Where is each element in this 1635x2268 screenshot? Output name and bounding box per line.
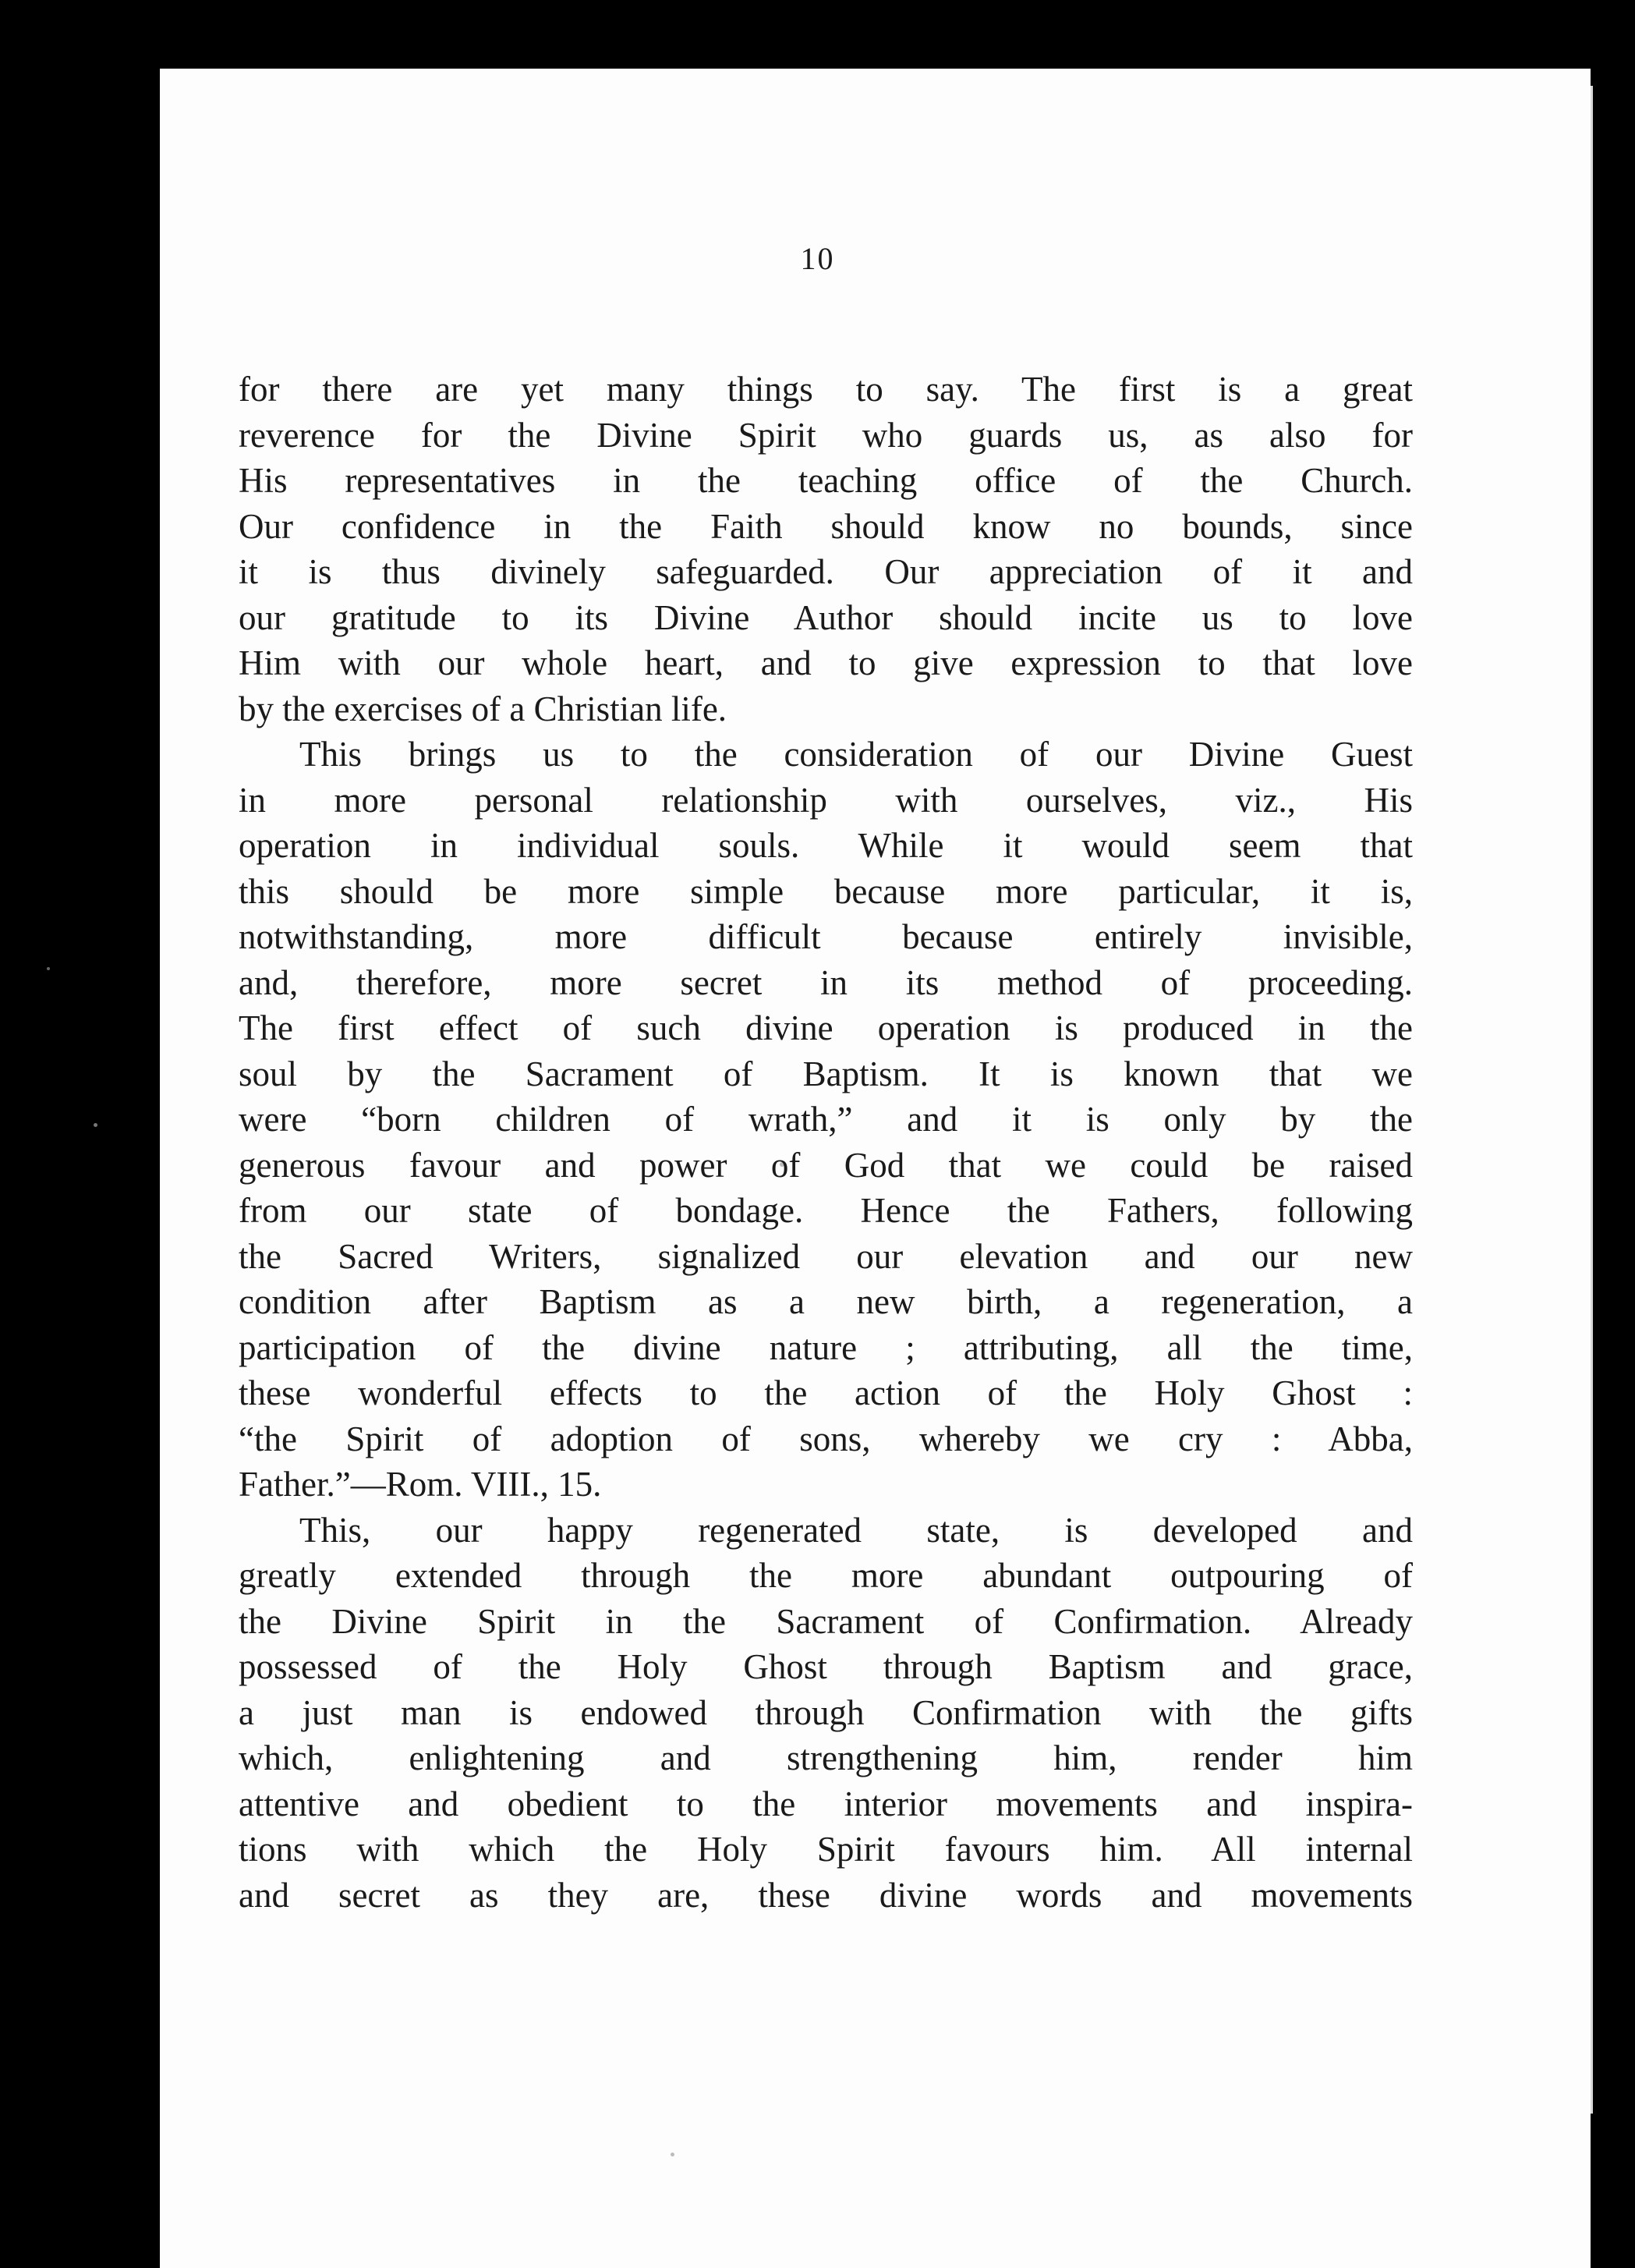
text-line: and, therefore, more secret in its method of proceeding. xyxy=(239,962,1413,1002)
text-line: notwithstanding, more difficult because entirely invisible, xyxy=(239,917,1413,956)
text-line: The first effect of such divine operation is produced in the xyxy=(239,1008,1413,1047)
text-line: a just man is endowed through Confirmation with the gifts xyxy=(239,1692,1413,1732)
text-line: soul by the Sacrament of Baptism. It is known that we xyxy=(239,1054,1413,1093)
text-line: possessed of the Holy Ghost through Baptism and grace, xyxy=(239,1647,1413,1686)
text-line: attentive and obedient to the interior movements and inspira- xyxy=(239,1784,1413,1823)
text-line: this should be more simple because more particular, it is, xyxy=(239,871,1413,911)
text-line: Father.”—Rom. VIII., 15. xyxy=(239,1465,602,1504)
text-line: for there are yet many things to say. The first is a great xyxy=(239,370,1413,409)
text-line: the Divine Spirit in the Sacrament of Confirmation. Already xyxy=(239,1601,1413,1641)
body-text xyxy=(239,367,1413,1918)
scan-border-right xyxy=(1591,86,1635,2268)
text-line: it is thus divinely safeguarded. Our appreciation of it and xyxy=(239,552,1413,591)
page-edge xyxy=(1591,86,1593,2114)
text-line: tions with which the Holy Spirit favours him. All internal xyxy=(239,1830,1413,1869)
text-line: His representatives in the teaching office of the Church. xyxy=(239,461,1413,500)
text-line: condition after Baptism as a new birth, a regeneration, a xyxy=(239,1282,1413,1321)
text-line: reverence for the Divine Spirit who guards us, as also for xyxy=(239,415,1413,455)
text-line: This, our happy regenerated state, is developed and xyxy=(299,1510,1413,1550)
text-line: Our confidence in the Faith should know no bounds, since xyxy=(239,506,1413,546)
text-line: operation in individual souls. While it would seem that xyxy=(239,826,1413,865)
dust-speck xyxy=(47,967,50,970)
text-line: these wonderful effects to the action of the Holy Ghost : xyxy=(239,1373,1413,1412)
text-line: in more personal relationship with ourselves, viz., His xyxy=(239,780,1413,820)
dust-speck xyxy=(671,2153,674,2156)
text-line: greatly extended through the more abundant outpouring of xyxy=(239,1556,1413,1595)
text-line: the Sacred Writers, signalized our elevation and our new xyxy=(239,1236,1413,1276)
text-line: generous favour and power of God that we could be raised xyxy=(239,1145,1413,1185)
text-line: by the exercises of a Christian life. xyxy=(239,689,727,728)
text-line: Him with our whole heart, and to give expression to that love xyxy=(239,643,1413,682)
text-line: participation of the divine nature ; attributing, all the time, xyxy=(239,1327,1413,1367)
text-line: which, enlightening and strengthening him, render him xyxy=(239,1738,1413,1777)
dust-speck xyxy=(94,1123,97,1127)
text-line: from our state of bondage. Hence the Fathers, following xyxy=(239,1191,1413,1230)
text-line: and secret as they are, these divine words and movements xyxy=(239,1875,1413,1915)
text-line: This brings us to the consideration of our Divine Guest xyxy=(299,735,1413,774)
page-number: 10 xyxy=(800,241,835,276)
text-line: our gratitude to its Divine Author should incite us to love xyxy=(239,597,1413,637)
text-line: were “born children of wrath,” and it is only by the xyxy=(239,1100,1413,1139)
text-line: “the Spirit of adoption of sons, whereby we cry : Abba, xyxy=(239,1419,1413,1458)
